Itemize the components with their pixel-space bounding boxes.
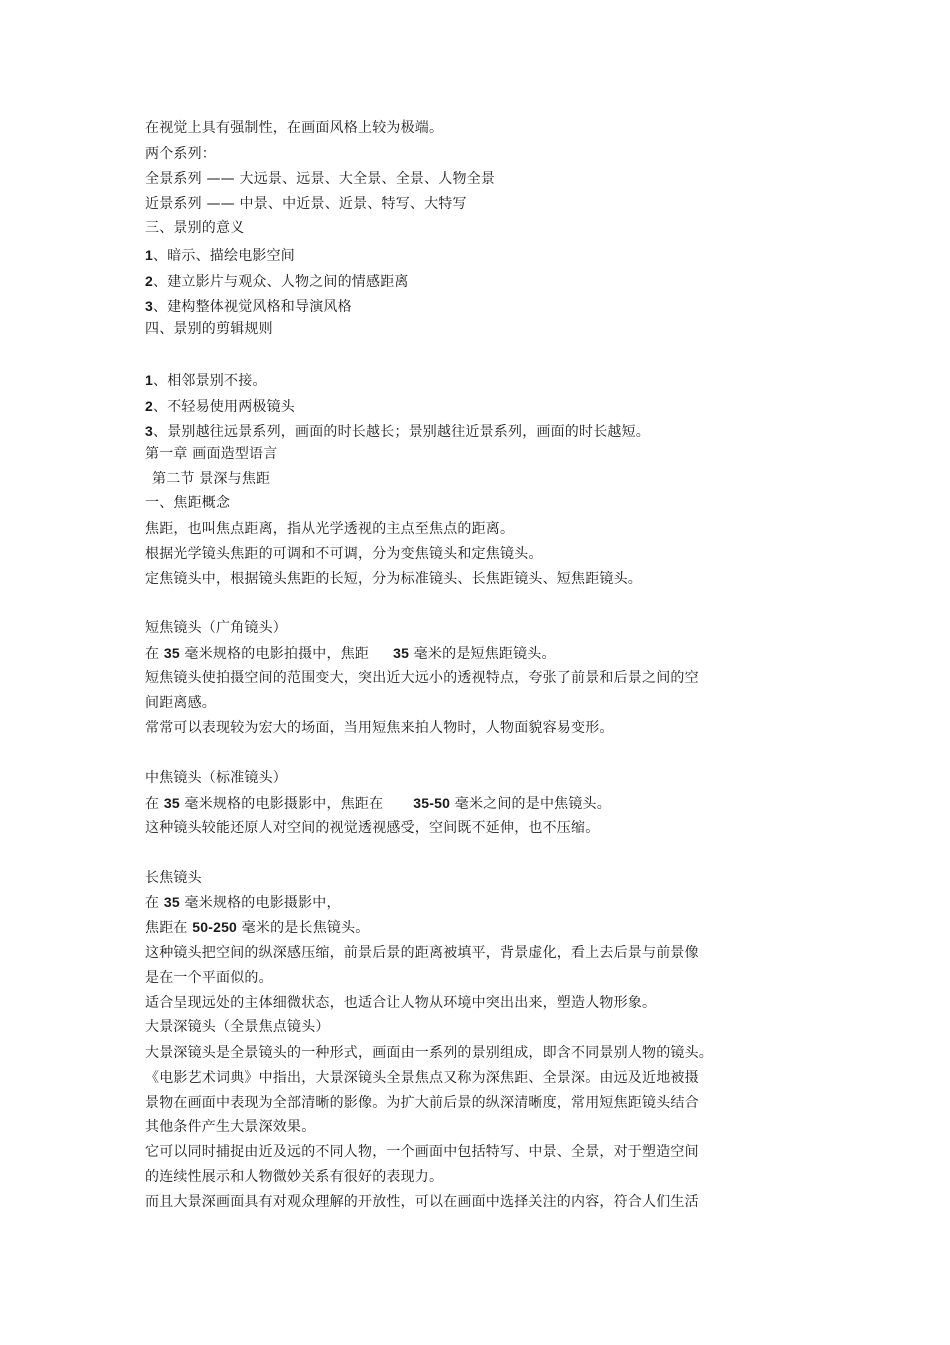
text-fragment: 在 — [145, 796, 164, 812]
item-text: 、建立影片与观众、人物之间的情感距离 — [153, 274, 409, 290]
item-text: 、景别越往远景系列，画面的时长越长；景别越往近景系列，画面的时长越短。 — [153, 424, 650, 440]
text-line — [145, 794, 611, 813]
text-line: 常常可以表现较为宏大的场面，当用短焦来拍人物时，人物面貌容易变形。 — [145, 720, 614, 736]
bold-number: 35 — [393, 645, 410, 661]
item-number: 1 — [145, 247, 153, 263]
text-line: 它可以同时捕捉由近及远的不同人物，一个画面中包括特写、中景、全景，对于塑造空间 — [145, 1144, 699, 1160]
text-fragment: 焦距在 — [145, 920, 193, 936]
text-line: 两个系列： — [145, 146, 216, 162]
text-fragment: 毫米规格的电影拍摄中，焦距 — [179, 646, 370, 662]
section-heading: 三、景别的意义 — [145, 220, 245, 236]
item-number: 3 — [145, 423, 153, 439]
list-item — [145, 422, 650, 441]
text-line — [145, 893, 341, 912]
text-line: 根据光学镜头焦距的可调和不可调，分为变焦镜头和定焦镜头。 — [145, 546, 543, 562]
section-heading: 四、景别的剪辑规则 — [145, 321, 273, 337]
text-line: 是在一个平面似的。 — [145, 970, 273, 986]
item-text: 、不轻易使用两极镜头 — [153, 399, 295, 415]
item-number: 2 — [145, 273, 153, 289]
bold-number: 50-250 — [192, 919, 238, 935]
text-line — [145, 644, 556, 663]
item-number: 2 — [145, 398, 153, 414]
list-item — [145, 246, 295, 265]
list-item — [145, 297, 352, 316]
text-line: 景物在画面中表现为全部清晰的影像。为扩大前后景的纵深清晰度，常用短焦距镜头结合 — [145, 1095, 699, 1111]
text-line: 短焦镜头使拍摄空间的范围变大，突出近大远小的透视特点，夸张了前景和后景之间的空 — [145, 670, 699, 686]
list-item — [145, 397, 295, 416]
text-line: 这种镜头把空间的纵深感压缩，前景后景的距离被填平，背景虚化，看上去后景与前景像 — [145, 945, 699, 961]
text-line — [145, 918, 370, 937]
text-fragment: 毫米规格的电影摄影中， — [179, 895, 341, 911]
text-line: 间距离感。 — [145, 695, 216, 711]
text-line: 大景深镜头是全景镜头的一种形式，画面由一系列的景别组成，即含不同景别人物的镜头。 — [145, 1045, 713, 1061]
text-line: 在视觉上具有强制性，在画面风格上较为极端。 — [145, 120, 444, 136]
bold-number: 35 — [163, 894, 180, 910]
subheading: 短焦镜头（广角镜头） — [145, 620, 287, 636]
text-line: 近景系列 —— 中景、中近景、近景、特写、大特写 — [145, 196, 467, 212]
subheading: 中焦镜头（标准镜头） — [145, 770, 287, 786]
item-number: 1 — [145, 372, 153, 388]
text-line: 定焦镜头中，根据镜头焦距的长短，分为标准镜头、长焦距镜头、短焦距镜头。 — [145, 571, 642, 587]
text-line: 这种镜头较能还原人对空间的视觉透视感受，空间既不延伸，也不压缩。 — [145, 820, 600, 836]
chapter-heading: 第一章 画面造型语言 — [145, 446, 278, 462]
section-heading: 第二节 景深与焦距 — [152, 471, 271, 487]
text-line: 《电影艺术词典》中指出，大景深镜头全景焦点又称为深焦距、全景深。由远及近地被摄 — [145, 1070, 699, 1086]
text-line: 而且大景深画面具有对观众理解的开放性，可以在画面中选择关注的内容，符合人们生活 — [145, 1194, 699, 1210]
text-line: 的连续性展示和人物微妙关系有很好的表现力。 — [145, 1169, 444, 1185]
item-text: 、暗示、描绘电影空间 — [153, 248, 295, 264]
list-item — [145, 272, 409, 291]
item-text: 、建构整体视觉风格和导演风格 — [153, 299, 352, 315]
text-fragment: 毫米的是短焦距镜头。 — [409, 646, 556, 662]
item-text: 、相邻景别不接。 — [153, 373, 267, 389]
list-item — [145, 371, 267, 390]
subheading: 长焦镜头 — [145, 870, 202, 886]
item-number: 3 — [145, 298, 153, 314]
text-fragment: 毫米的是长焦镜头。 — [237, 920, 370, 936]
text-fragment: 毫米之间的是中焦镜头。 — [450, 796, 611, 812]
bold-number: 35 — [163, 795, 180, 811]
bold-number: 35 — [163, 645, 180, 661]
text-fragment: 毫米规格的电影摄影中，焦距在 — [179, 796, 384, 812]
text-fragment: 在 — [145, 646, 164, 662]
text-line: 全景系列 —— 大远景、远景、大全景、全景、人物全景 — [145, 171, 496, 187]
text-fragment: 在 — [145, 895, 164, 911]
section-heading: 一、焦距概念 — [145, 495, 231, 511]
bold-number: 35-50 — [413, 795, 451, 811]
text-line: 其他条件产生大景深效果。 — [145, 1119, 316, 1135]
subheading: 大景深镜头（全景焦点镜头） — [145, 1019, 330, 1035]
text-line: 适合呈现远处的主体细微状态，也适合让人物从环境中突出出来，塑造人物形象。 — [145, 995, 657, 1011]
text-line: 焦距，也叫焦点距离，指从光学透视的主点至焦点的距离。 — [145, 521, 515, 537]
